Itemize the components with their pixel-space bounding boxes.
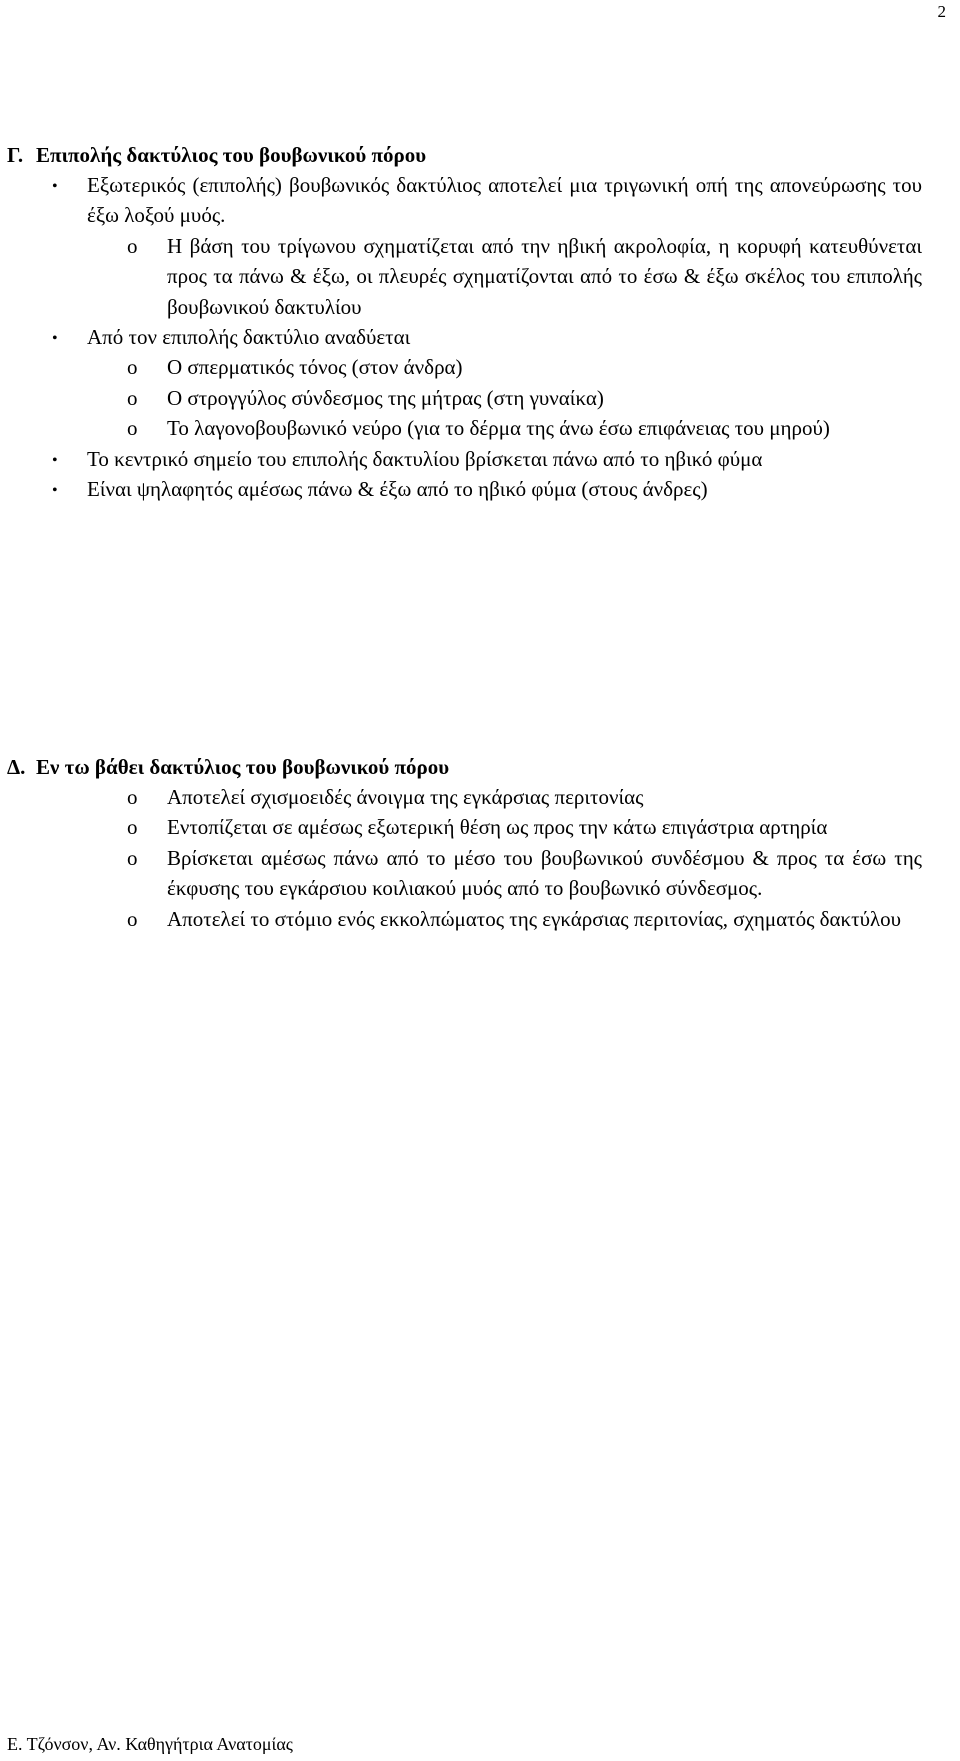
list-item-text: Εντοπίζεται σε αμέσως εξωτερική θέση ως προς την κάτω επιγάστρια αρτηρία (167, 815, 828, 840)
circle-bullet-icon: o (127, 785, 138, 809)
bullet-icon: • (52, 330, 58, 348)
bullet-icon: • (52, 451, 58, 469)
list-item (7, 782, 922, 812)
list-item (7, 444, 922, 474)
circle-bullet-icon: o (127, 233, 138, 258)
list-item-text: Η βάση του τρίγωνου σχηματίζεται από την ηβική ακρολοφία, η κορυφή κατευθύνεται προς τα πάνω & έξω, οι πλευρές σχηματίζονται από το έσω & έξω σκέλος του επιπολής βουβωνικού δακτυλίου (167, 233, 922, 319)
list-item (7, 843, 922, 904)
list-item (7, 474, 922, 504)
section-delta (7, 752, 922, 934)
list-item (7, 352, 922, 382)
list-item-text: Από τον επιπολής δακτύλιο αναδύεται (87, 325, 411, 350)
circle-bullet-icon: o (127, 906, 138, 931)
section-heading (7, 140, 922, 170)
list-item-text: Το λαγονοβουβωνικό νεύρο (για το δέρμα της άνω έσω επιφάνειας του μηρού) (167, 416, 830, 441)
list-item-text: Εξωτερικός (επιπολής) βουβωνικός δακτύλιος αποτελεί μια τριγωνική οπή της απονεύρωσης του έξω λοξού μυός. (87, 173, 922, 228)
circle-bullet-icon: o (127, 815, 138, 840)
list-item (7, 904, 922, 934)
list-item-text: Βρίσκεται αμέσως πάνω από το μέσο του βουβωνικού συνδέσμου & προς τα έσω της έκφυσης του εγκάρσιου κοιλιακού μυός από το βουβωνικό σύνδεσμος. (167, 845, 922, 901)
circle-bullet-icon: o (127, 385, 138, 410)
section-title: Επιπολής δακτύλιος του βουβωνικού πόρου (36, 143, 427, 167)
section-list (7, 170, 922, 504)
list-item (7, 812, 922, 842)
section-title: Εν τω βάθει δακτύλιος του βουβωνικού πόρου (36, 755, 450, 779)
list-item (7, 322, 922, 352)
page-footer: Ε. Τζόνσον, Αν. Καθηγήτρια Ανατομίας (7, 1734, 293, 1754)
section-gamma (7, 140, 922, 504)
list-item-text: Αποτελεί το στόμιο ενός εκκολπώματος της εγκάρσιας περιτονίας, σχηματός δακτύλου (167, 906, 902, 931)
circle-bullet-icon: o (127, 845, 138, 870)
list-item (7, 413, 922, 443)
list-item-text: Ο σπερματικός τόνος (στον άνδρα) (167, 355, 463, 380)
list-item (7, 231, 922, 322)
list-item-text: Είναι ψηλαφητός αμέσως πάνω & έξω από το ηβικό φύμα (στους άνδρες) (87, 477, 708, 502)
circle-bullet-icon: o (127, 416, 138, 441)
list-item-text: Το κεντρικό σημείο του επιπολής δακτυλίου βρίσκεται πάνω από το ηβικό φύμα (87, 446, 763, 471)
bullet-icon: • (52, 178, 58, 195)
circle-bullet-icon: o (127, 355, 138, 380)
list-item-text: Αποτελεί σχισμοειδές άνοιγμα της εγκάρσιας περιτονίας (167, 785, 644, 809)
list-item (7, 383, 922, 413)
list-item (7, 170, 922, 231)
list-item-text: Ο στρογγύλος σύνδεσμος της μήτρας (στη γυναίκα) (167, 385, 604, 410)
page-number: 2 (937, 2, 946, 21)
section-heading (7, 752, 922, 782)
section-letter: Δ. (7, 755, 26, 779)
bullet-icon: • (52, 482, 58, 500)
section-letter: Γ. (7, 143, 24, 167)
section-list (7, 782, 922, 934)
